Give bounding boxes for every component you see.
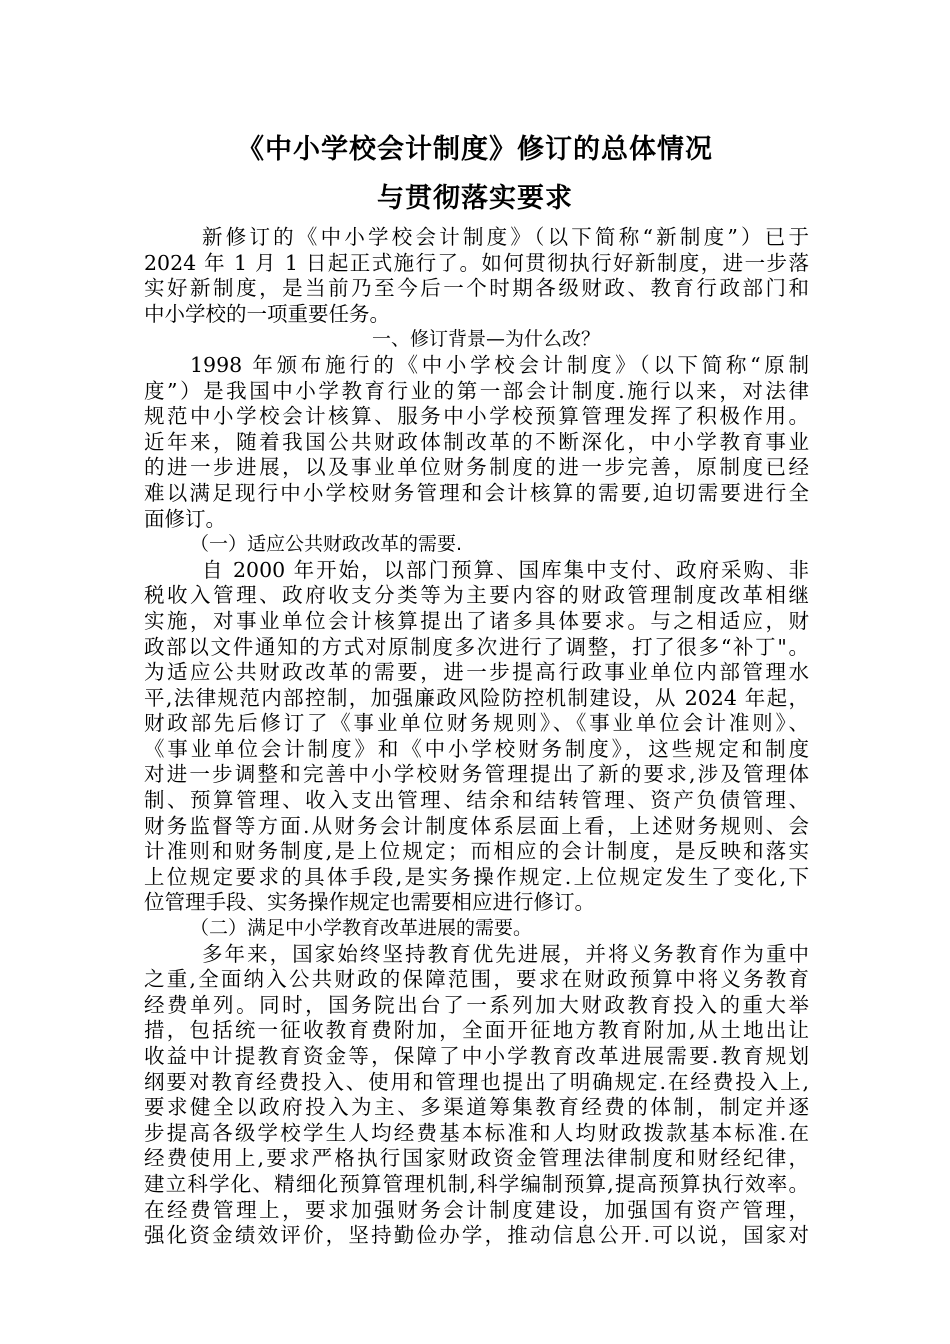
paragraph-line: 税收入管理、政府收支分类等为主要内容的财政管理制度改革相继: [144, 583, 809, 608]
paragraph-line: 政部以文件通知的方式对原制度多次进行了调整，打了很多“补丁"。: [144, 634, 809, 659]
paragraph-line: 财政部先后修订了《事业单位财务规则》、《事业单位会计准则》、: [144, 711, 809, 736]
paragraph-line: 收益中计提教育资金等，保障了中小学教育改革进展需要.教育规划: [144, 1044, 809, 1068]
paragraph-line: 在经费管理上，要求加强财务会计制度建设，加强国有资产管理，: [144, 1197, 809, 1222]
paragraph-line: 建立科学化、精细化预算管理机制,科学编制预算,提高预算执行效率。: [144, 1171, 809, 1196]
paragraph-line: 的进一步进展，以及事业单位财务制度的进一步完善，原制度已经: [144, 455, 809, 480]
paragraph-line: 近年来，随着我国公共财政体制改革的不断深化，中小学教育事业: [144, 429, 809, 454]
paragraph-line: 要求健全以政府投入为主、多渠道筹集教育经费的体制，制定并逐: [144, 1095, 809, 1120]
paragraph-line: 位管理手段、实务操作规定也需要相应进行修订。: [144, 890, 595, 915]
page-title-line-2: 与贯彻落实要求: [377, 183, 573, 214]
paragraph-line: 新修订的《中小学校会计制度》（以下简称“新制度”）已于: [202, 225, 809, 249]
paragraph-line: 规范中小学校会计核算、服务中小学校预算管理发挥了积极作用。: [144, 404, 809, 429]
paragraph-line: 措，包括统一征收教育费附加，全面开征地方教育附加,从土地出让: [144, 1018, 809, 1043]
paragraph-line: 之重,全面纳入公共财政的保障范围，要求在财政预算中将义务教育: [144, 967, 809, 992]
paragraph-line: 2024 年 1 月 1 日起正式施行了。如何贯彻执行好新制度，进一步落: [144, 250, 809, 275]
subsection-heading: （二）满足中小学教育改革进展的需要。: [190, 917, 533, 940]
paragraph-line: 财务监督等方面.从财务会计制度体系层面上看，上述财务规则、会: [144, 813, 809, 838]
paragraph-line: 中小学校的一项重要任务。: [144, 301, 390, 326]
section-heading: 一、修订背景—为什么改？: [372, 328, 601, 351]
paragraph-line: 《事业单位会计制度》和《中小学校财务制度》，这些规定和制度: [144, 736, 809, 761]
subsection-heading: （一）适应公共财政改革的需要.: [190, 533, 463, 556]
paragraph-line: 上位规定要求的具体手段,是实务操作规定.上位规定发生了变化,下: [144, 864, 809, 889]
paragraph-line: 计准则和财务制度,是上位规定；而相应的会计制度，是反映和落实: [144, 839, 809, 864]
paragraph-line: 平,法律规范内部控制，加强廉政风险防控机制建设，从 2024 年起，: [144, 685, 809, 710]
paragraph-line: 强化资金绩效评价，坚持勤俭办学，推动信息公开.可以说，国家对: [144, 1223, 809, 1248]
paragraph-line: 面修订。: [144, 506, 226, 531]
paragraph-line: 经费使用上,要求严格执行国家财政资金管理法律制度和财经纪律，: [144, 1146, 809, 1171]
paragraph-line: 经费单列。同时，国务院出台了一系列加大财政教育投入的重大举: [144, 992, 809, 1017]
paragraph-line: 自 2000 年开始，以部门预算、国库集中支付、政府采购、非: [202, 557, 809, 582]
document-body: [144, 225, 809, 1249]
paragraph-line: 实施，对事业单位会计核算提出了诸多具体要求。与之相适应，财: [144, 608, 809, 633]
paragraph-line: 步提高各级学校学生人均经费基本标准和人均财政拨款基本标准.在: [144, 1120, 809, 1145]
paragraph-line: 度”）是我国中小学教育行业的第一部会计制度.施行以来，对法律: [144, 378, 809, 403]
paragraph-line: 纲要对教育经费投入、使用和管理也提出了明确规定.在经费投入上,: [144, 1069, 809, 1094]
paragraph-line: 1998 年颁布施行的《中小学校会计制度》（以下简称“原制: [190, 352, 809, 377]
paragraph-line: 多年来，国家始终坚持教育优先进展，并将义务教育作为重中: [202, 941, 809, 966]
paragraph-line: 难以满足现行中小学校财务管理和会计核算的需要,迫切需要进行全: [144, 480, 809, 505]
paragraph-line: 对进一步调整和完善中小学校财务管理提出了新的要求,涉及管理体: [144, 762, 809, 787]
paragraph-line: 实好新制度，是当前乃至今后一个时期各级财政、教育行政部门和: [144, 276, 809, 301]
paragraph-line: 制、预算管理、收入支出管理、结余和结转管理、资产负债管理、: [144, 788, 809, 813]
page-title-line-1: 《中小学校会计制度》修订的总体情况: [237, 134, 713, 165]
paragraph-line: 为适应公共财政改革的需要，进一步提高行政事业单位内部管理水: [144, 660, 809, 685]
